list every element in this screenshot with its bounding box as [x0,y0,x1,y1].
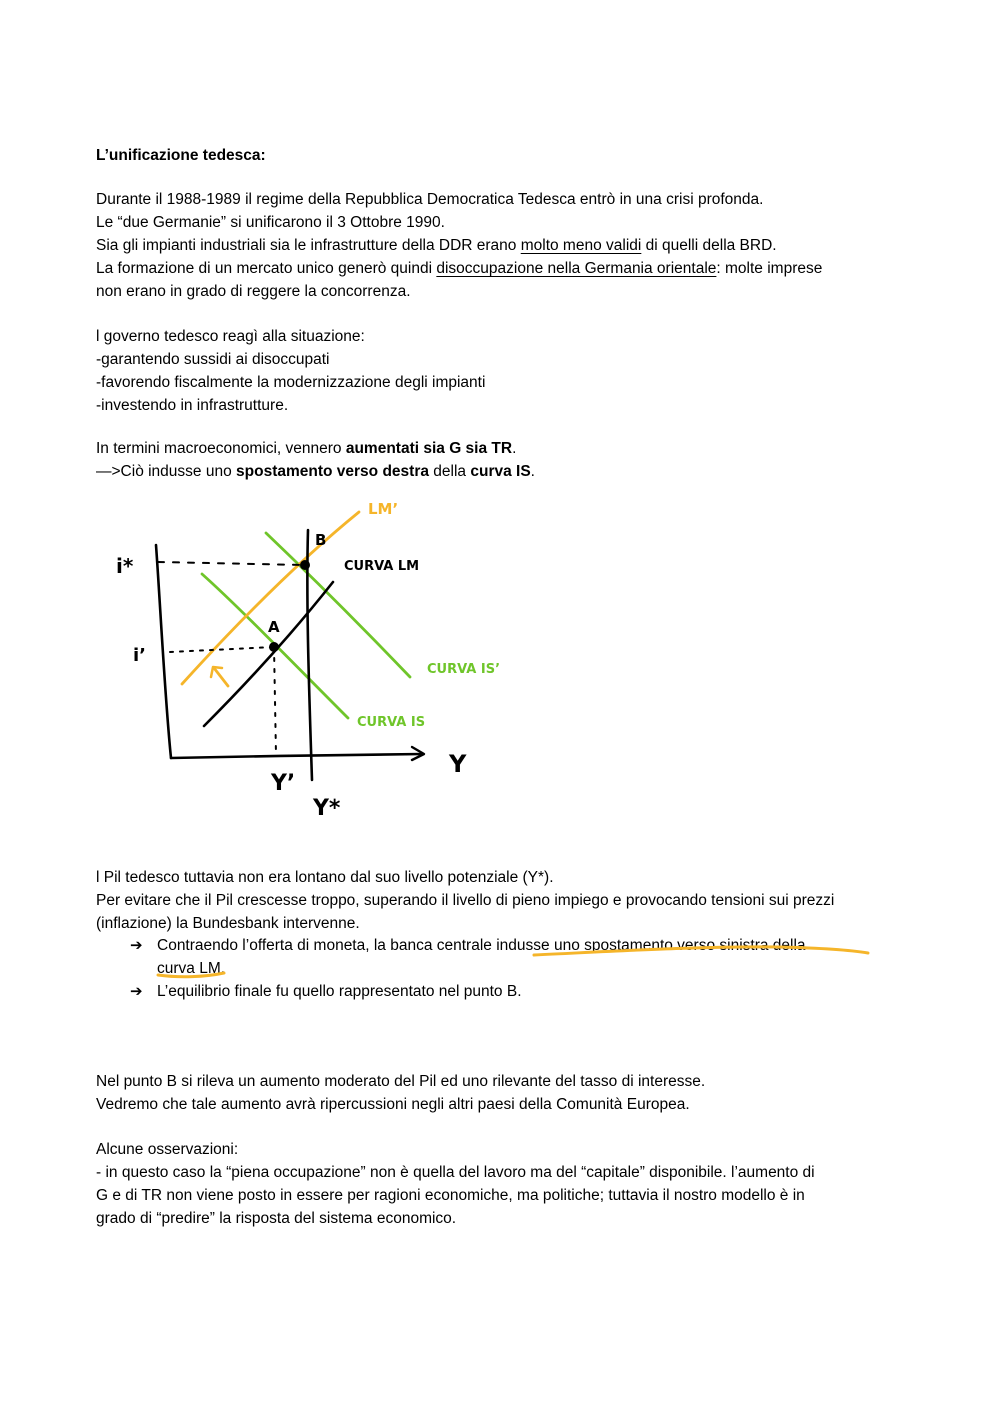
underlined-text: disoccupazione nella Germania orientale [436,260,717,277]
point-b-label: B [315,531,327,549]
arrow-bullet-icon: ➔ [130,937,143,954]
text-segment: . [512,440,517,457]
is-lm-sketch [0,480,560,840]
point-b-dot [300,560,310,570]
horizontal-axis [171,754,422,758]
document-title: L’unificazione tedesca: [96,147,266,164]
text-line: grado di “predire” la risposta del sistema economico. [96,1210,457,1227]
curva-is-label: CURVA IS [357,715,426,730]
text-segment: della [428,463,471,480]
highlighted-text: indusse uno spostamento verso sinistra della [496,937,806,954]
highlight-marks [0,930,1000,980]
highlighted-text: curva LM [157,960,221,977]
list-item: -garantendo sussidi ai disoccupati [96,351,330,368]
y-star-label: Y* [313,796,341,821]
highlight-stroke [534,947,868,955]
list-item: -favorendo fiscalmente la modernizzazione degli impianti [96,374,486,391]
y-axis-label: Y [449,750,467,778]
lm-prime-label: LM’ [368,500,399,518]
text-segment: Contraendo l’offerta di moneta, la banca centrale [157,937,497,954]
text-line: Durante il 1988-1989 il regime della Repubblica Democratica Tedesca entrò in una crisi profonda. [96,191,764,208]
bullet-text: L’equilibrio finale fu quello rappresentato nel punto B. [157,983,522,1000]
text-line: non erano in grado di reggere la concorrenza. [96,283,411,300]
text-segment: In termini macroeconomici, vennero [96,440,346,457]
text-line [96,257,822,280]
text-line: (inflazione) la Bundesbank intervenne. [96,915,360,932]
text-line [96,437,516,460]
point-a-label: A [268,618,280,636]
i-prime-guide [170,647,274,652]
bold-text: aumentati sia G sia TR [345,440,513,457]
i-star-guide [158,562,304,565]
text-line: Per evitare che il Pil crescesse troppo, superando il livello di pieno impiego e provocando tensioni sui prezzi [96,892,835,909]
underlined-text: molto meno validi [520,237,642,254]
i-star-label: i* [116,554,134,578]
text-segment: Sia gli impianti industriali sia le infrastrutture della DDR erano [96,237,521,254]
text-segment: . [220,960,226,977]
text-line: G e di TR non viene posto in essere per ragioni economiche, ma politiche; tuttavia il nostro modello è in [96,1187,805,1204]
text-line: Le “due Germanie” si unificarono il 3 Ottobre 1990. [96,214,445,231]
highlight-stroke [158,973,224,977]
text-line: l governo tedesco reagì alla situazione: [96,328,365,345]
text-line: Alcune osservazioni: [96,1141,239,1158]
text-line: Vedremo che tale aumento avrà ripercussioni negli altri paesi della Comunità Europea. [96,1096,690,1113]
text-line: - in questo caso la “piena occupazione” non è quella del lavoro ma del “capitale” disponibile. l’aumento di [96,1164,815,1181]
text-line: Nel punto B si rileva un aumento moderato del Pil ed uno rilevante del tasso di interesse. [96,1073,706,1090]
text-segment: La formazione di un mercato unico generò quindi [96,260,437,277]
y-prime-label: Y’ [271,771,296,796]
vertical-axis [156,545,171,758]
text-segment: di quelli della BRD. [641,237,777,254]
bold-text: curva IS [470,463,531,480]
arrow-bullet-icon: ➔ [130,983,143,1000]
list-item: -investendo in infrastrutture. [96,397,289,414]
i-prime-label: i’ [133,645,147,666]
bold-text: spostamento verso destra [236,463,429,480]
shift-arrow [214,668,228,686]
point-a-dot [269,642,279,652]
text-line: l Pil tedesco tuttavia non era lontano dal suo livello potenziale (Y*). [96,869,554,886]
lm-curve [204,582,333,726]
y-prime-guide [274,647,276,755]
text-segment: . [530,463,535,480]
curva-lm-label: CURVA LM [344,559,420,574]
text-line [96,234,777,257]
curva-is-prime-label: CURVA IS’ [427,662,501,677]
text-segment: —>Ciò indusse uno [96,463,237,480]
text-segment: : molte imprese [716,260,823,277]
